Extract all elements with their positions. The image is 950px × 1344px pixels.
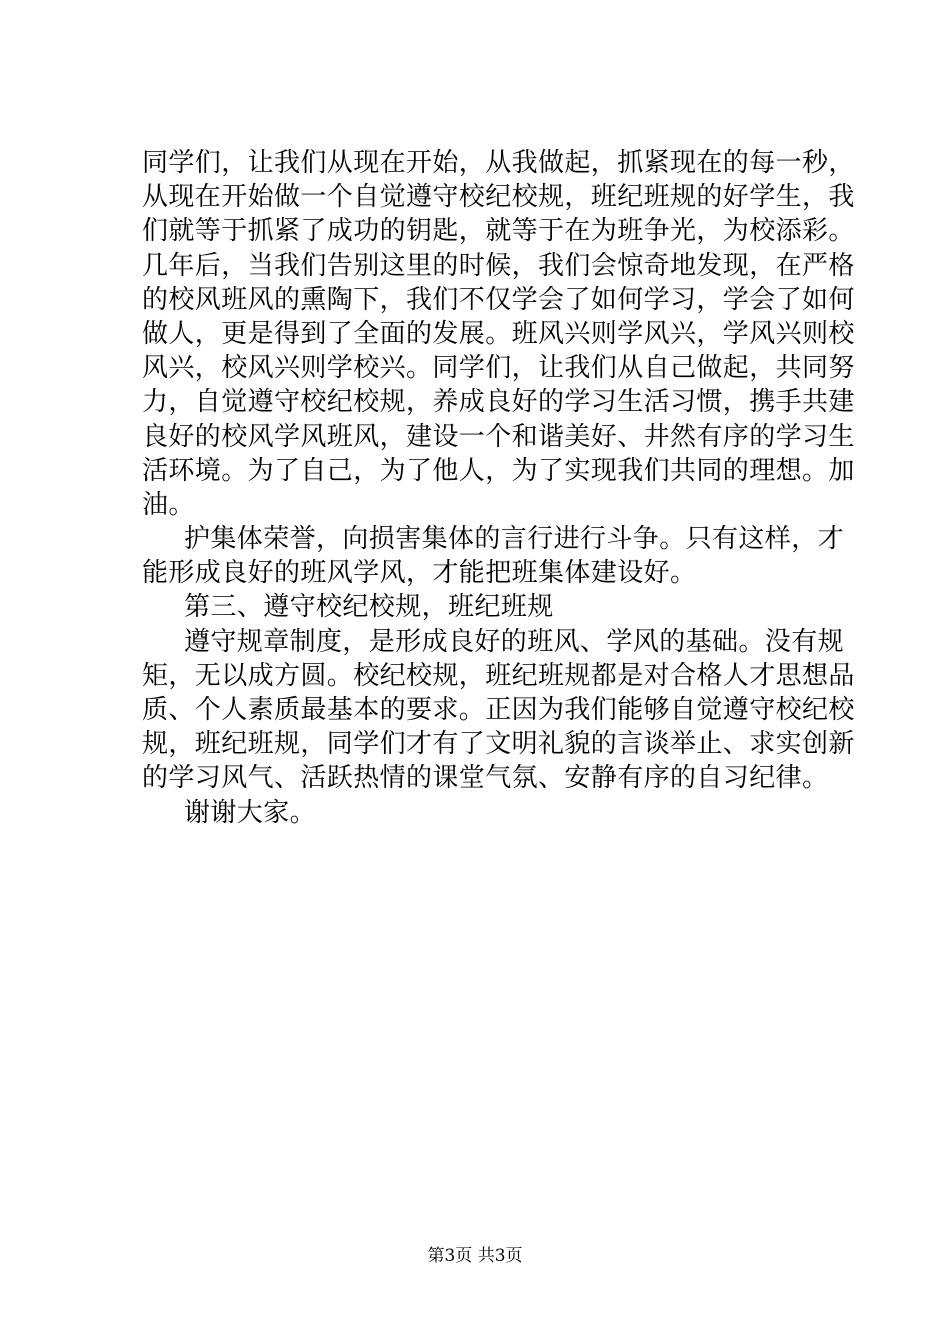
text-line: 油。 bbox=[142, 489, 195, 520]
text-line: 同学们，让我们从现在开始，从我做起，抓紧现在的每一秒， bbox=[142, 148, 855, 178]
section-heading: 第三、遵守校纪校规，班纪班规 bbox=[184, 592, 554, 623]
page-footer bbox=[0, 1245, 950, 1267]
text-line: 几年后，当我们告别这里的时候，我们会惊奇地发现，在严格 bbox=[142, 250, 855, 281]
text-line: 规，班纪班规，同学们才有了文明礼貌的言谈举止、求实创新 bbox=[142, 729, 855, 760]
page-number: 第3页 共3页 bbox=[427, 1246, 523, 1266]
paragraph-start-line: 护集体荣誉，向损害集体的言行进行斗争。只有这样，才 bbox=[184, 524, 845, 555]
text-line: 做人，更是得到了全面的发展。班风兴则学风兴，学风兴则校 bbox=[142, 318, 855, 349]
text-line: 活环境。为了自己，为了他人，为了实现我们共同的理想。加 bbox=[142, 455, 855, 486]
paragraph-start-line: 遵守规章制度，是形成良好的班风、学风的基础。没有规 bbox=[184, 626, 845, 657]
text-line: 良好的校风学风班风，建设一个和谐美好、井然有序的学习生 bbox=[142, 421, 855, 452]
text-line: 的学习风气、活跃热情的课堂气氛、安静有序的自习纪律。 bbox=[142, 763, 829, 794]
text-line: 力，自觉遵守校纪校规，养成良好的学习生活习惯，携手共建 bbox=[142, 387, 855, 418]
text-line: 质、个人素质最基本的要求。正因为我们能够自觉遵守校纪校 bbox=[142, 695, 855, 725]
text-line: 能形成良好的班风学风，才能把班集体建设好。 bbox=[142, 558, 697, 589]
text-line: 风兴，校风兴则学校兴。同学们，让我们从自己做起，共同努 bbox=[142, 353, 855, 384]
text-line: 从现在开始做一个自觉遵守校纪校规，班纪班规的好学生，我 bbox=[142, 182, 855, 213]
text-line: 矩，无以成方圆。校纪校规，班纪班规都是对合格人才思想品 bbox=[142, 660, 855, 691]
text-line: 们就等于抓紧了成功的钥匙，就等于在为班争光，为校添彩。 bbox=[142, 216, 855, 247]
closing-line: 谢谢大家。 bbox=[184, 797, 317, 828]
body-text bbox=[142, 146, 855, 830]
text-line: 的校风班风的熏陶下，我们不仅学会了如何学习，学会了如何 bbox=[142, 284, 855, 315]
